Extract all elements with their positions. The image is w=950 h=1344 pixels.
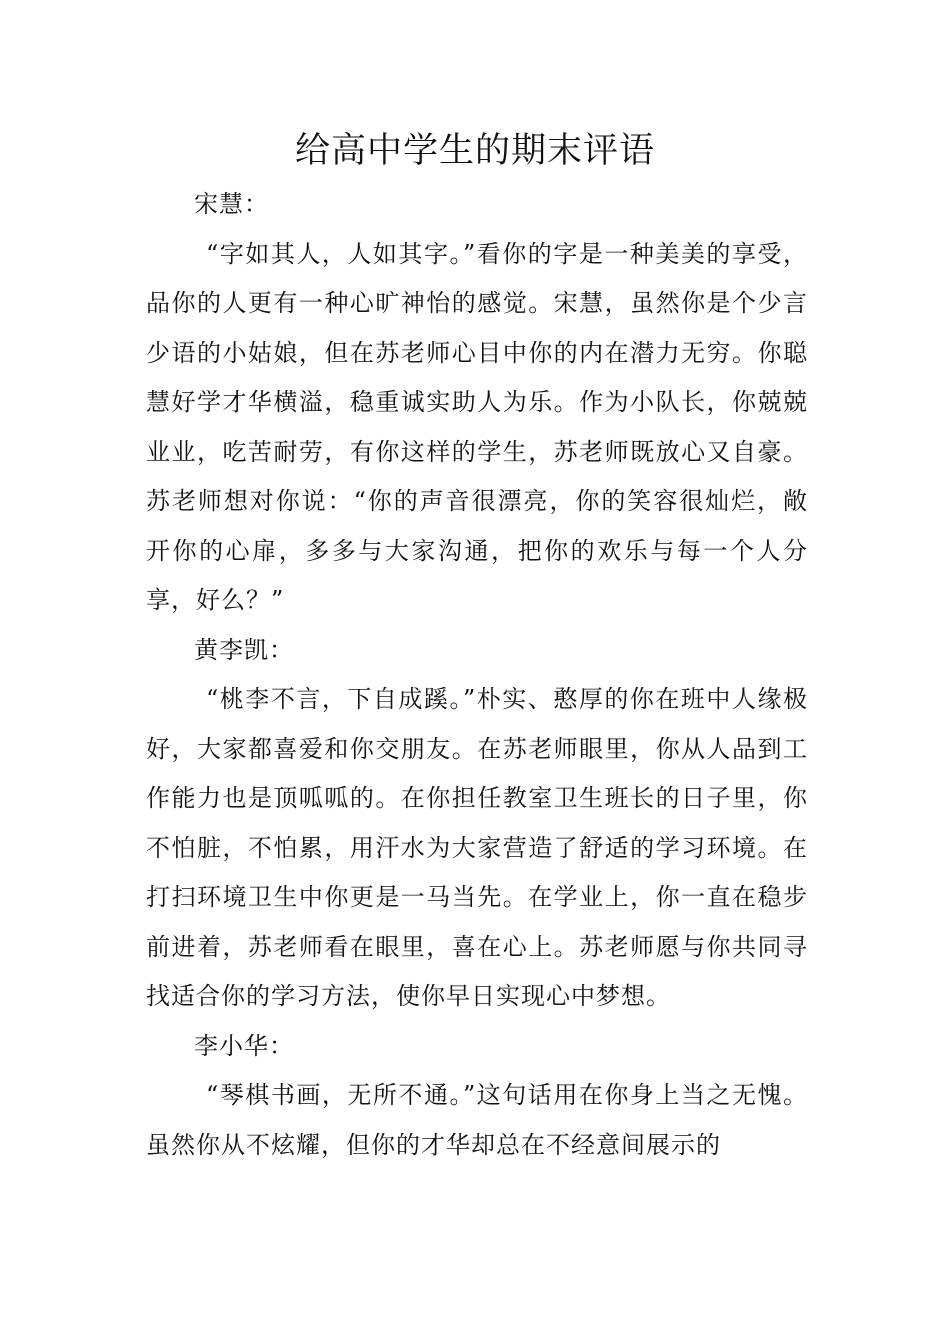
student-name-song-hui: 宋慧： xyxy=(194,190,269,218)
document-body xyxy=(146,180,808,1170)
document-title: 给高中学生的期末评语 xyxy=(294,131,655,171)
comment-li-xiaohua: “琴棋书画，无所不通。”这句话用在你身上当之无愧。虽然你从不炫耀，但你的才华却总在不经意间展示的 xyxy=(146,1081,808,1159)
student-name-huang-likai: 黄李凯： xyxy=(194,635,294,664)
comment-huang-likai: “桃李不言，下自成蹊。”朴实、憨厚的你在班中人缘极好，大家都喜爱和你交朋友。在苏老师眼里，你从人品到工作能力也是顶呱呱的。在你担任教室卫生班长的日子里，你不怕脏，不怕累，用汗水为大家营造了舒适的学习环境。在打扫环境卫生中你更是一马当先。在学业上，你一直在稳步前进着，苏老师看在眼里，喜在心上。苏老师愿与你共同寻找适合你的学习方法，使你早日实现心中梦想。 xyxy=(146,685,808,1010)
student-name-li-xiaohua: 李小华： xyxy=(194,1031,294,1060)
comment-song-hui: “字如其人，人如其字。”看你的字是一种美美的享受，品你的人更有一种心旷神怡的感觉。宋慧，虽然你是个少言少语的小姑娘，但在苏老师心目中你的内在潜力无穷。你聪慧好学才华横溢，稳重诚实助人为乐。作为小队长，你兢兢业业，吃苦耐劳，有你这样的学生，苏老师既放心又自豪。苏老师想对你说：“你的声音很漂亮，你的笑容很灿烂，敞开你的心扉，多多与大家沟通，把你的欢乐与每一个人分享，好么？” xyxy=(146,239,808,614)
